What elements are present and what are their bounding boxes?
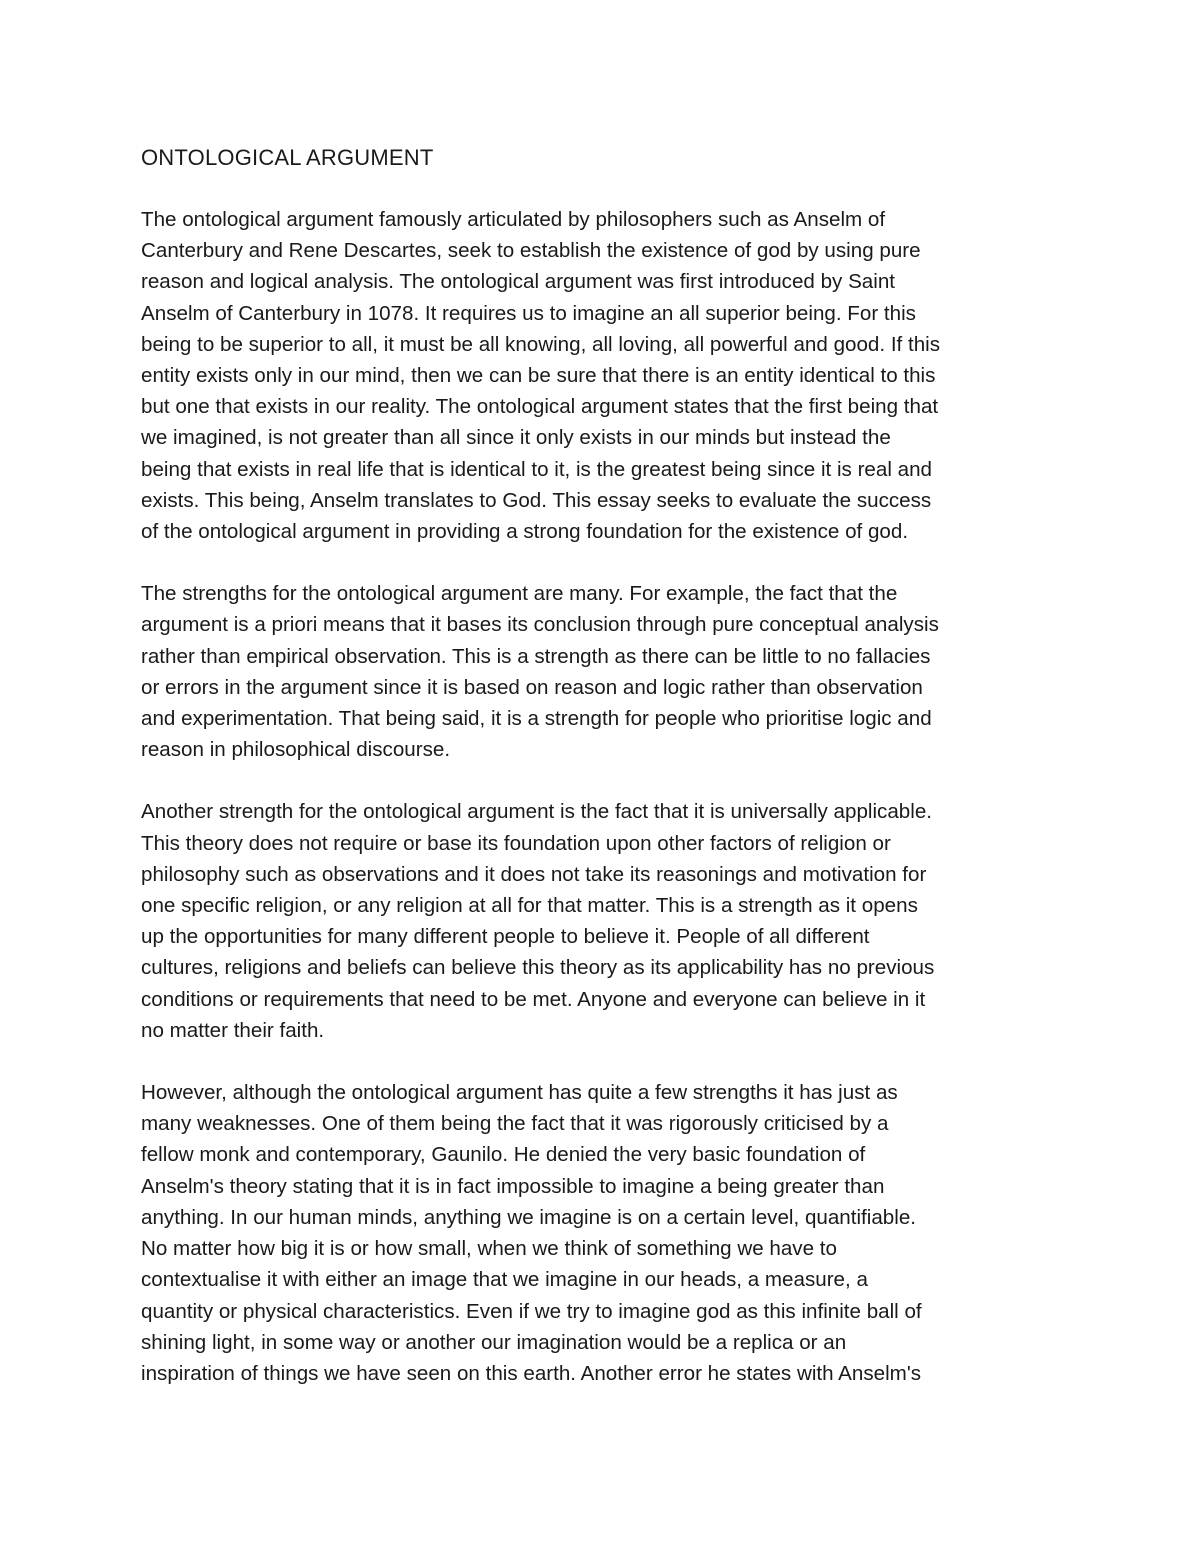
document-page <box>141 142 1061 1389</box>
paragraph-weaknesses: However, although the ontological argument has quite a few strengths it has just as many weaknesses. One of them being the fact that it was rigorously criticised by a fellow monk and contemporary, Gaunilo. He denied the very basic foundation of Anselm's theory stating that it is in fact impossible to imagine a being greater than anything. In our human minds, anything we imagine is on a certain level, quantifiable. No matter how big it is or how small, when we think of something we have to contextualise it with either an image that we imagine in our heads, a measure, a quantity or physical characteristics. Even if we try to imagine god as this infinite ball of shining light, in some way or another our imagination would be a replica or an inspiration of things we have seen on this earth. Another error he states with Anselm's <box>141 1081 922 1385</box>
document-title: ONTOLOGICAL ARGUMENT <box>141 145 434 170</box>
paragraph-strengths: The strengths for the ontological argument are many. For example, the fact that the argument is a priori means that it bases its conclusion through pure conceptual analysis rather than empirical observation. This is a strength as there can be little to no fallacies or errors in the argument since it is based on reason and logic rather than observation and experimentation. That being said, it is a strength for people who prioritise logic and reason in philosophical discourse. <box>141 582 939 762</box>
paragraph-introduction: The ontological argument famously articulated by philosophers such as Anselm of Canterbury and Rene Descartes, seek to establish the existence of god by using pure reason and logical analysis. The ontological argument was first introduced by Saint Anselm of Canterbury in 1078. It requires us to imagine an all superior being. For this being to be superior to all, it must be all knowing, all loving, all powerful and good. If this entity exists only in our mind, then we can be sure that there is an entity identical to this but one that exists in our reality. The ontological argument states that the first being that we imagined, is not greater than all since it only exists in our minds but instead the being that exists in real life that is identical to it, is the greatest being since it is real and exists. This being, Anselm translates to God. This essay seeks to evaluate the success of the ontological argument in providing a strong foundation for the existence of god. <box>141 208 941 544</box>
paragraph-universal-applicability: Another strength for the ontological argument is the fact that it is universally applicable. This theory does not require or base its foundation upon other factors of religion or philosophy such as observations and it does not take its reasonings and motivation for one specific religion, or any religion at all for that matter. This is a strength as it opens up the opportunities for many different people to believe it. People of all different cultures, religions and beliefs can believe this theory as its applicability has no previous conditions or requirements that need to be met. Anyone and everyone can believe in it no matter their faith. <box>141 800 935 1042</box>
